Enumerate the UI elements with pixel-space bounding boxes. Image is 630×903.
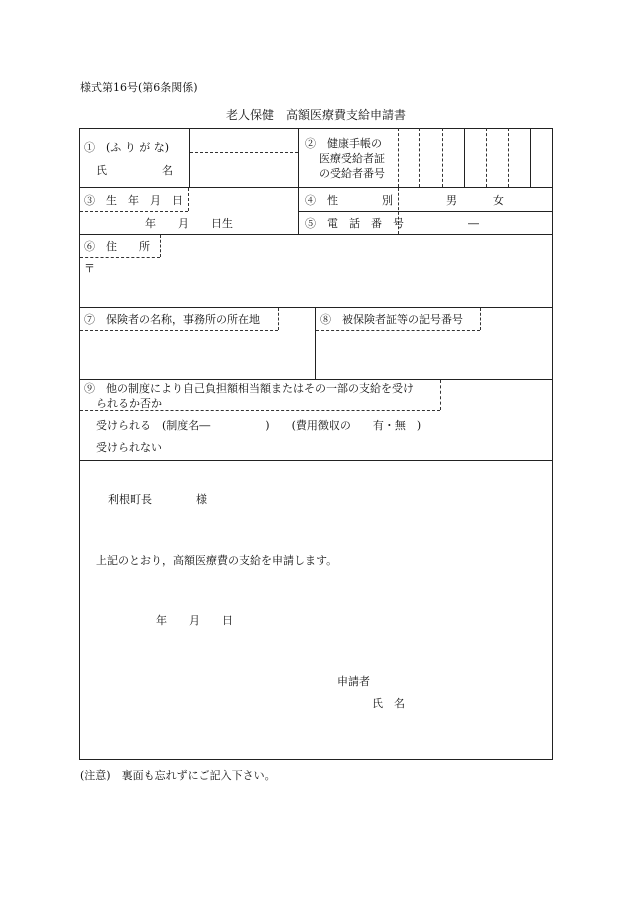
sex-female-option[interactable]: 女	[493, 194, 504, 207]
form-number: 様式第16号(第6条関係)	[80, 81, 198, 94]
cert-label-line1: ② 健康手帳の	[305, 137, 382, 150]
application-statement: 上記のとおり，高額医療費の支給を申請します。	[96, 554, 338, 567]
name-label: 氏 名	[96, 164, 173, 177]
other-system-label-line2: られるか否か	[96, 397, 162, 410]
addressee: 利根町長 様	[108, 493, 207, 506]
application-date: 年 月 日	[156, 614, 233, 627]
applicant-label: 申請者	[337, 675, 370, 688]
birth-date-value: 年 月 日生	[145, 217, 233, 230]
sex-label: ④ 性 別	[305, 194, 393, 207]
phone-label: ⑤ 電 話 番 号	[305, 217, 404, 230]
furigana-field[interactable]	[190, 129, 298, 152]
note: (注意) 裏面も忘れずにご記入下さい。	[80, 769, 276, 782]
cert-label-line2: 医療受給者証	[319, 152, 385, 165]
form-title: 老人保健 高額医療費支給申請書	[226, 108, 407, 122]
applicant-name-label: 氏 名	[372, 697, 405, 710]
insured-number-label: ⑧ 被保険者証等の記号番号	[320, 313, 463, 326]
address-label: ⑥ 住 所	[84, 240, 150, 253]
cert-label-line3: の受給者番号	[319, 167, 385, 180]
receive-option: 受けられる (制度名― ) (費用徴収の 有・無 )	[96, 419, 422, 432]
postal-mark: 〒	[84, 262, 95, 275]
sex-male-option[interactable]: 男	[446, 194, 457, 207]
other-system-label-line1: ⑨ 他の制度により自己負担額相当額またはその一部の支給を受け	[84, 382, 414, 395]
phone-dash: ―	[468, 217, 479, 230]
insurer-label: ⑦ 保険者の名称，事務所の所在地	[84, 313, 260, 326]
birth-date-label: ③ 生 年 月 日	[84, 194, 183, 207]
name-furigana-label: ① (ふ り が な)	[84, 141, 170, 154]
name-field[interactable]	[190, 153, 298, 186]
not-receive-option: 受けられない	[96, 441, 162, 454]
